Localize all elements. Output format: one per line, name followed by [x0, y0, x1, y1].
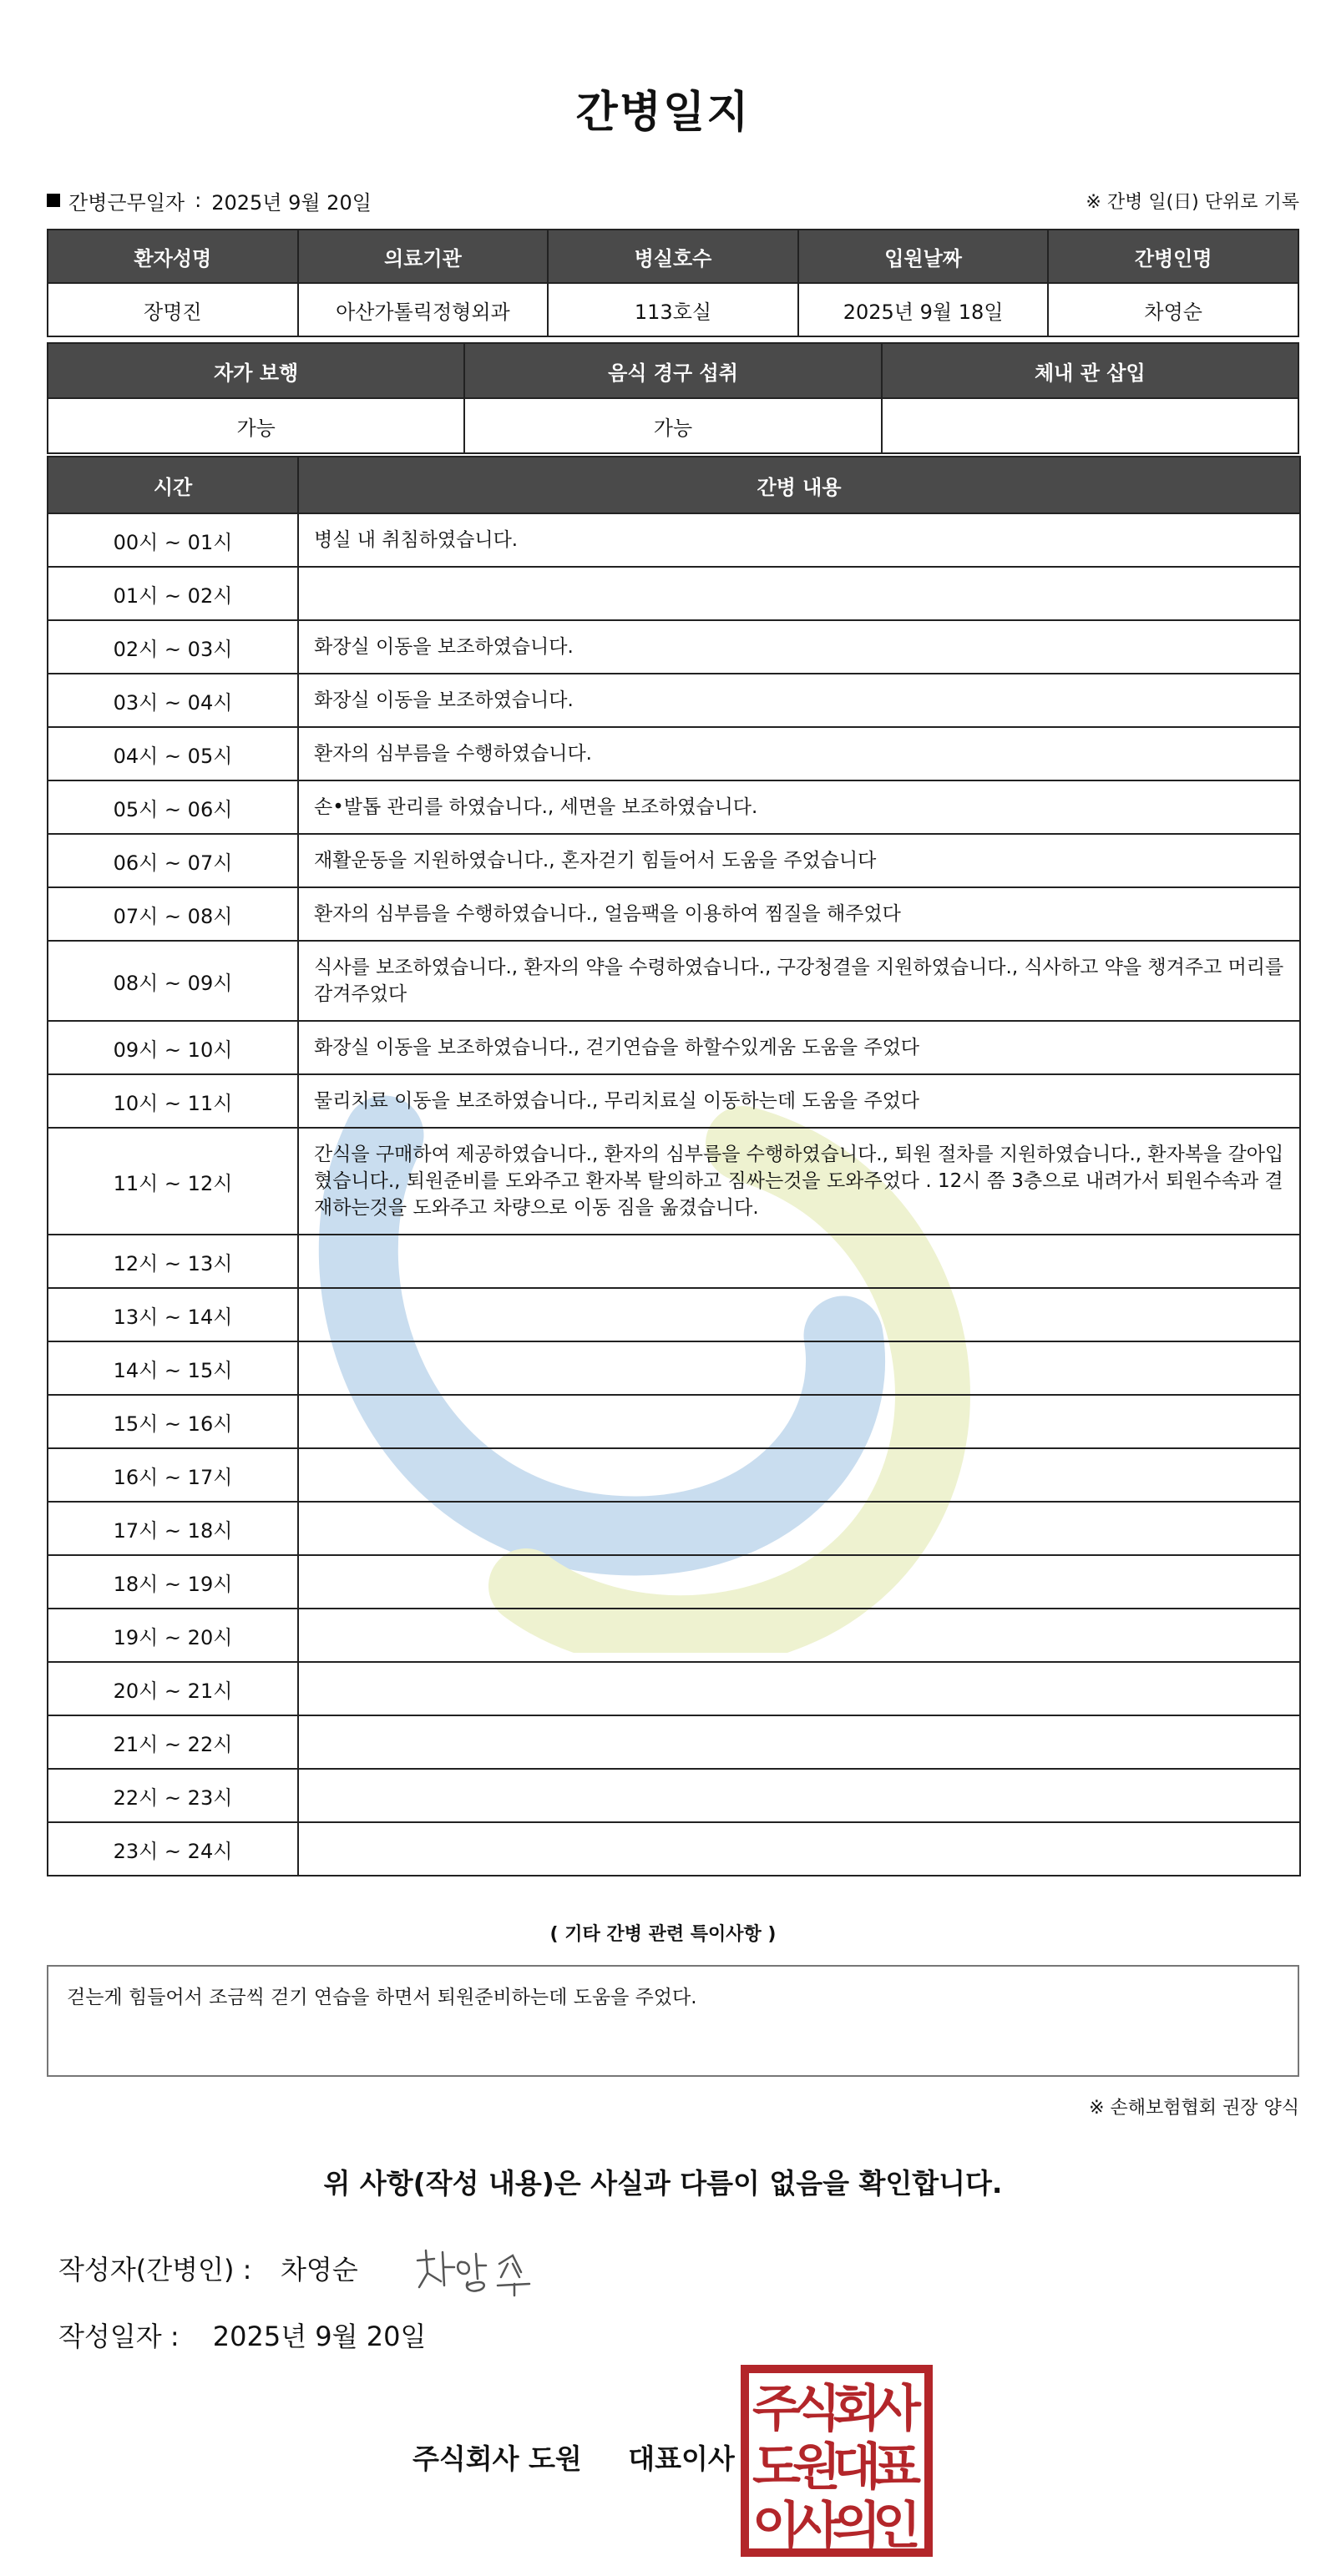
svg-text:사: 사 [873, 2380, 921, 2438]
log-time: 23시 ~ 24시 [48, 1822, 298, 1876]
work-date-separator: : [195, 189, 202, 212]
log-content [298, 1822, 1300, 1876]
svg-text:의: 의 [833, 2497, 881, 2555]
log-content: 환자의 심부름을 수행하였습니다., 얼음팩을 이용하여 찜질을 해주었다 [298, 887, 1300, 941]
table-header-row [48, 343, 1298, 398]
svg-text:사: 사 [792, 2497, 841, 2555]
table-row [48, 567, 1300, 620]
log-time: 14시 ~ 15시 [48, 1341, 298, 1395]
log-time: 00시 ~ 01시 [48, 513, 298, 567]
log-time: 03시 ~ 04시 [48, 674, 298, 727]
tube-insertion-value [882, 398, 1298, 453]
table-row [48, 1769, 1300, 1822]
header-patient-name: 환자성명 [48, 230, 298, 283]
header-caregiver-name: 간병인명 [1048, 230, 1298, 283]
company-name: 주식회사 도원 [412, 2442, 582, 2475]
writer-label: 작성자(간병인) : [58, 2254, 252, 2286]
table-row [48, 1341, 1300, 1395]
header-care-content: 간병 내용 [298, 457, 1300, 513]
table-row [48, 1662, 1300, 1715]
table-header-row [48, 457, 1300, 513]
table-row [48, 1074, 1300, 1128]
header-hospital: 의료기관 [298, 230, 549, 283]
log-time: 08시 ~ 09시 [48, 941, 298, 1021]
log-time: 17시 ~ 18시 [48, 1502, 298, 1555]
care-log-table [47, 456, 1301, 1876]
log-time: 06시 ~ 07시 [48, 834, 298, 887]
svg-text:원: 원 [792, 2438, 841, 2497]
log-time: 07시 ~ 08시 [48, 887, 298, 941]
bullet-square-icon [47, 194, 60, 207]
header-oral-intake: 음식 경구 섭취 [464, 343, 881, 398]
svg-text:표: 표 [873, 2438, 921, 2497]
table-row [48, 1448, 1300, 1502]
log-time: 01시 ~ 02시 [48, 567, 298, 620]
oral-intake-value: 가능 [464, 398, 881, 453]
table-row [48, 1235, 1300, 1288]
table-row [48, 398, 1298, 453]
log-time: 05시 ~ 06시 [48, 780, 298, 834]
unit-note: ※ 간병 일(日) 단위로 기록 [1086, 191, 1299, 213]
log-content: 재활운동을 지원하였습니다., 혼자걷기 힘들어서 도움을 주었습니다 [298, 834, 1300, 887]
table-row [48, 1502, 1300, 1555]
log-time: 21시 ~ 22시 [48, 1715, 298, 1769]
log-time: 10시 ~ 11시 [48, 1074, 298, 1128]
header-self-walking: 자가 보행 [48, 343, 464, 398]
log-content [298, 1769, 1300, 1822]
special-notes-box: 걷는게 힘들어서 조금씩 걷기 연습을 하면서 퇴원준비하는데 도움을 주었다. [47, 1965, 1299, 2077]
table-row [48, 1715, 1300, 1769]
log-time: 15시 ~ 16시 [48, 1395, 298, 1448]
log-content: 손•발톱 관리를 하였습니다., 세면을 보조하였습니다. [298, 780, 1300, 834]
log-content [298, 1235, 1300, 1288]
log-time: 22시 ~ 23시 [48, 1769, 298, 1822]
log-content [298, 1448, 1300, 1502]
header-room: 병실호수 [548, 230, 798, 283]
written-date-row [58, 2316, 426, 2354]
table-header-row [48, 230, 1298, 283]
svg-text:주: 주 [752, 2380, 801, 2438]
log-content [298, 1715, 1300, 1769]
log-content [298, 1609, 1300, 1662]
log-time: 09시 ~ 10시 [48, 1021, 298, 1074]
representative-title: 대표이사 [628, 2442, 735, 2475]
document-title: 간병일지 [575, 88, 751, 138]
log-content: 물리치료 이동을 보조하였습니다., 무리치료실 이동하는데 도움을 주었다 [298, 1074, 1300, 1128]
confirmation-statement: 위 사항(작성 내용)은 사실과 다름이 없음을 확인합니다. [323, 2167, 1003, 2200]
log-content [298, 1555, 1300, 1609]
patient-status-table [47, 342, 1299, 454]
work-date-value: 2025년 9월 20일 [211, 190, 372, 215]
table-row [48, 1288, 1300, 1341]
work-date [47, 186, 372, 215]
patient-info-table [47, 229, 1299, 337]
log-time: 11시 ~ 12시 [48, 1128, 298, 1235]
table-row [48, 513, 1300, 567]
log-content: 식사를 보조하였습니다., 환자의 약을 수령하였습니다., 구강청결을 지원하였습니다., 식사하고 약을 챙겨주고 머리를 감겨주었다 [298, 941, 1300, 1021]
log-time: 16시 ~ 17시 [48, 1448, 298, 1502]
log-content: 화장실 이동을 보조하였습니다. [298, 620, 1300, 674]
header-admission-date: 입원날짜 [798, 230, 1049, 283]
svg-text:대: 대 [833, 2438, 881, 2497]
form-source-note: ※ 손해보험협회 권장 양식 [1089, 2098, 1299, 2119]
header-tube-insertion: 체내 관 삽입 [882, 343, 1298, 398]
log-time: 20시 ~ 21시 [48, 1662, 298, 1715]
log-time: 02시 ~ 03시 [48, 620, 298, 674]
svg-text:식: 식 [792, 2380, 841, 2438]
svg-text:이: 이 [752, 2497, 801, 2555]
company-seal-icon [740, 2364, 934, 2558]
log-time: 18시 ~ 19시 [48, 1555, 298, 1609]
log-time: 13시 ~ 14시 [48, 1288, 298, 1341]
table-row [48, 620, 1300, 674]
table-row [48, 674, 1300, 727]
writer-row [58, 2249, 358, 2287]
log-time: 12시 ~ 13시 [48, 1235, 298, 1288]
table-row [48, 1021, 1300, 1074]
table-row [48, 727, 1300, 780]
header-time: 시간 [48, 457, 298, 513]
svg-text:회: 회 [833, 2380, 881, 2438]
table-row [48, 283, 1298, 336]
table-row [48, 834, 1300, 887]
written-date-value: 2025년 9월 20일 [212, 2321, 427, 2352]
log-content: 환자의 심부름을 수행하였습니다. [298, 727, 1300, 780]
table-row [48, 780, 1300, 834]
log-content [298, 567, 1300, 620]
log-content: 간식을 구매하여 제공하였습니다., 환자의 심부름을 수행하였습니다., 퇴원 절차를 지원하였습니다., 환자복을 갈아입혔습니다., 퇴원준비를 도와주고 환자복 탈의하고 짐싸는것을 도와주었다 . 12시 쯤 3층으로 내려가서 퇴원수속과 결재하는것을 도와주고 차량으로 이동 짐을 옮겼습니다. [298, 1128, 1300, 1235]
table-row [48, 887, 1300, 941]
written-date-label: 작성일자 : [58, 2321, 180, 2352]
log-content [298, 1662, 1300, 1715]
table-row [48, 941, 1300, 1021]
special-notes-title: ( 기타 간병 관련 특이사항 ) [549, 1924, 777, 1945]
handwritten-signature-icon [409, 2235, 551, 2302]
table-row [48, 1128, 1300, 1235]
svg-text:인: 인 [873, 2497, 921, 2555]
log-content [298, 1502, 1300, 1555]
log-content [298, 1288, 1300, 1341]
work-date-label: 간병근무일자 [68, 190, 185, 215]
caregiver-name: 차영순 [1048, 283, 1298, 336]
writer-name: 차영순 [281, 2254, 358, 2286]
log-content: 화장실 이동을 보조하였습니다., 걷기연습을 하할수있게움 도움을 주었다 [298, 1021, 1300, 1074]
table-row [48, 1555, 1300, 1609]
log-content: 병실 내 취침하였습니다. [298, 513, 1300, 567]
table-row [48, 1395, 1300, 1448]
room-number: 113호실 [548, 283, 798, 336]
log-content [298, 1395, 1300, 1448]
log-content: 화장실 이동을 보조하였습니다. [298, 674, 1300, 727]
hospital-name: 아산가톨릭정형외과 [298, 283, 549, 336]
log-content [298, 1341, 1300, 1395]
company-signature-row [412, 2437, 735, 2477]
log-time: 19시 ~ 20시 [48, 1609, 298, 1662]
self-walking-value: 가능 [48, 398, 464, 453]
log-time: 04시 ~ 05시 [48, 727, 298, 780]
admission-date: 2025년 9월 18일 [798, 283, 1049, 336]
table-row [48, 1822, 1300, 1876]
patient-name: 장명진 [48, 283, 298, 336]
work-date-row [47, 185, 1299, 215]
table-row [48, 1609, 1300, 1662]
svg-text:도: 도 [752, 2438, 801, 2497]
